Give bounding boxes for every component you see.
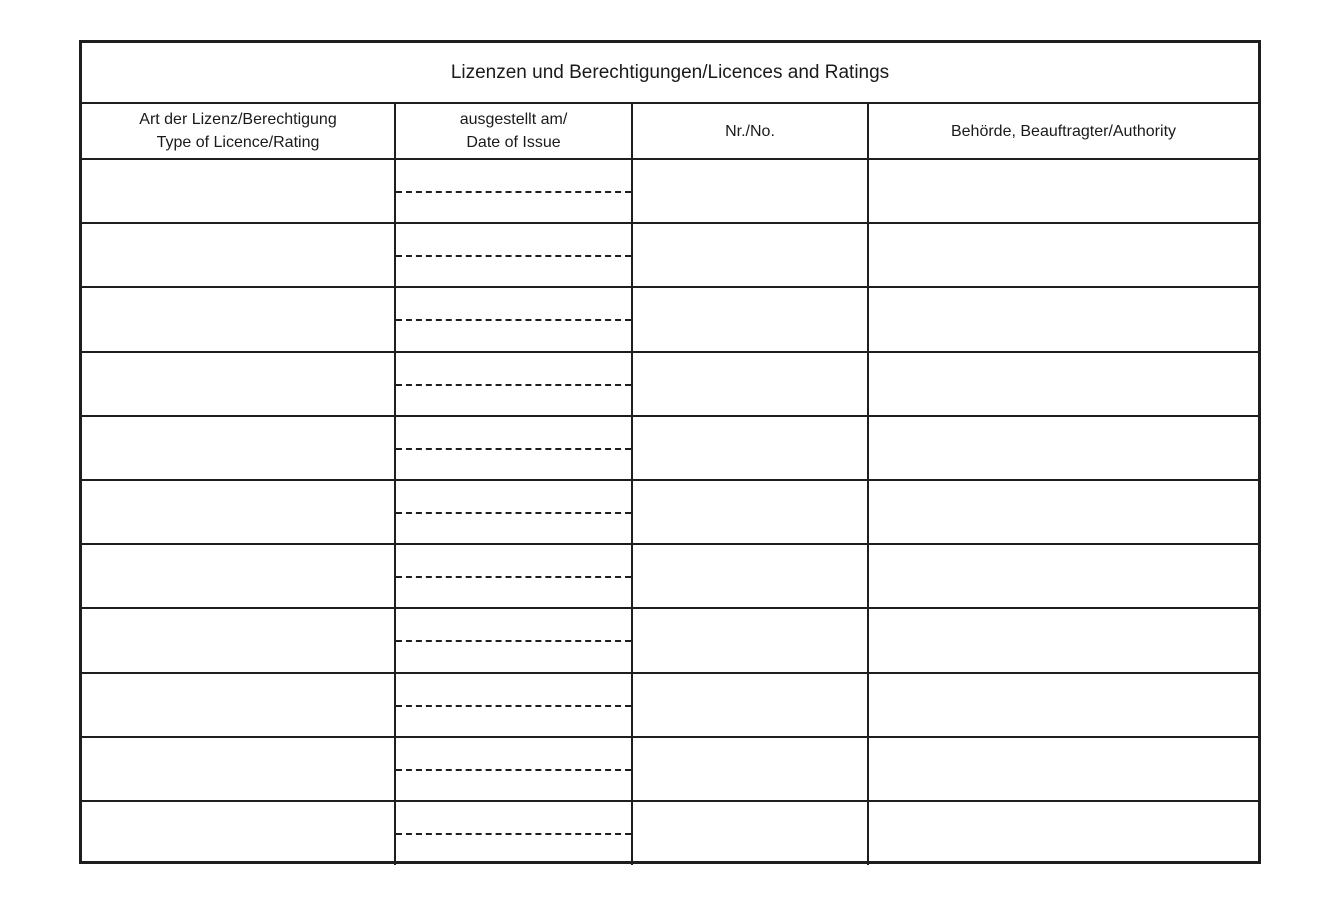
date-cell[interactable] [395,544,632,608]
type-cell[interactable] [82,608,395,672]
type-cell[interactable] [82,159,395,223]
type-cell[interactable] [82,287,395,351]
date-cell[interactable] [395,737,632,801]
type-cell[interactable] [82,416,395,480]
column-header-date [395,104,632,159]
type-cell[interactable] [82,801,395,865]
form-title-text: Lizenzen und Berechtigungen/Licences and Ratings [450,61,890,83]
licences-table [82,104,1258,865]
number-cell[interactable] [632,159,868,223]
form-title [82,43,1258,104]
type-cell[interactable] [82,737,395,801]
date-dashed-divider [396,319,631,321]
authority-cell[interactable] [868,801,1258,865]
authority-cell[interactable] [868,352,1258,416]
table-row [82,352,1258,416]
column-header-type [82,104,395,159]
licences-ratings-form [79,40,1261,864]
table-row [82,544,1258,608]
number-cell[interactable] [632,352,868,416]
column-header-date-en: Date of Issue [466,134,561,151]
column-header-type-en: Type of Licence/Rating [156,134,320,151]
type-cell[interactable] [82,544,395,608]
table-row [82,223,1258,287]
number-cell[interactable] [632,544,868,608]
table-row [82,159,1258,223]
date-dashed-divider [396,448,631,450]
number-cell[interactable] [632,673,868,737]
number-cell[interactable] [632,223,868,287]
column-header-authority-text: Behörde, Beauftragter/Authority [950,122,1177,140]
date-dashed-divider [396,576,631,578]
date-dashed-divider [396,255,631,257]
header-row [82,104,1258,159]
type-cell[interactable] [82,480,395,544]
authority-cell[interactable] [868,480,1258,544]
number-cell[interactable] [632,737,868,801]
authority-cell[interactable] [868,287,1258,351]
date-cell[interactable] [395,416,632,480]
date-dashed-divider [396,384,631,386]
date-dashed-divider [396,191,631,193]
date-cell[interactable] [395,801,632,865]
date-cell[interactable] [395,608,632,672]
authority-cell[interactable] [868,416,1258,480]
table-row [82,480,1258,544]
date-cell[interactable] [395,673,632,737]
date-dashed-divider [396,512,631,514]
column-header-number-text: Nr./No. [725,122,775,140]
column-header-number [632,104,868,159]
date-dashed-divider [396,769,631,771]
date-cell[interactable] [395,287,632,351]
column-header-date-de: ausgestellt am/ [459,111,568,128]
type-cell[interactable] [82,223,395,287]
authority-cell[interactable] [868,544,1258,608]
number-cell[interactable] [632,416,868,480]
authority-cell[interactable] [868,737,1258,801]
number-cell[interactable] [632,287,868,351]
table-row [82,608,1258,672]
type-cell[interactable] [82,352,395,416]
table-row [82,416,1258,480]
table-row [82,801,1258,865]
authority-cell[interactable] [868,159,1258,223]
number-cell[interactable] [632,801,868,865]
type-cell[interactable] [82,673,395,737]
table-row [82,673,1258,737]
date-dashed-divider [396,640,631,642]
number-cell[interactable] [632,608,868,672]
column-header-authority [868,104,1258,159]
date-cell[interactable] [395,480,632,544]
authority-cell[interactable] [868,608,1258,672]
table-row [82,287,1258,351]
table-row [82,737,1258,801]
number-cell[interactable] [632,480,868,544]
authority-cell[interactable] [868,223,1258,287]
date-cell[interactable] [395,159,632,223]
date-dashed-divider [396,705,631,707]
date-cell[interactable] [395,352,632,416]
date-dashed-divider [396,833,631,835]
date-cell[interactable] [395,223,632,287]
column-header-type-de: Art der Lizenz/Berechtigung [139,111,337,128]
authority-cell[interactable] [868,673,1258,737]
table-body [82,159,1258,865]
